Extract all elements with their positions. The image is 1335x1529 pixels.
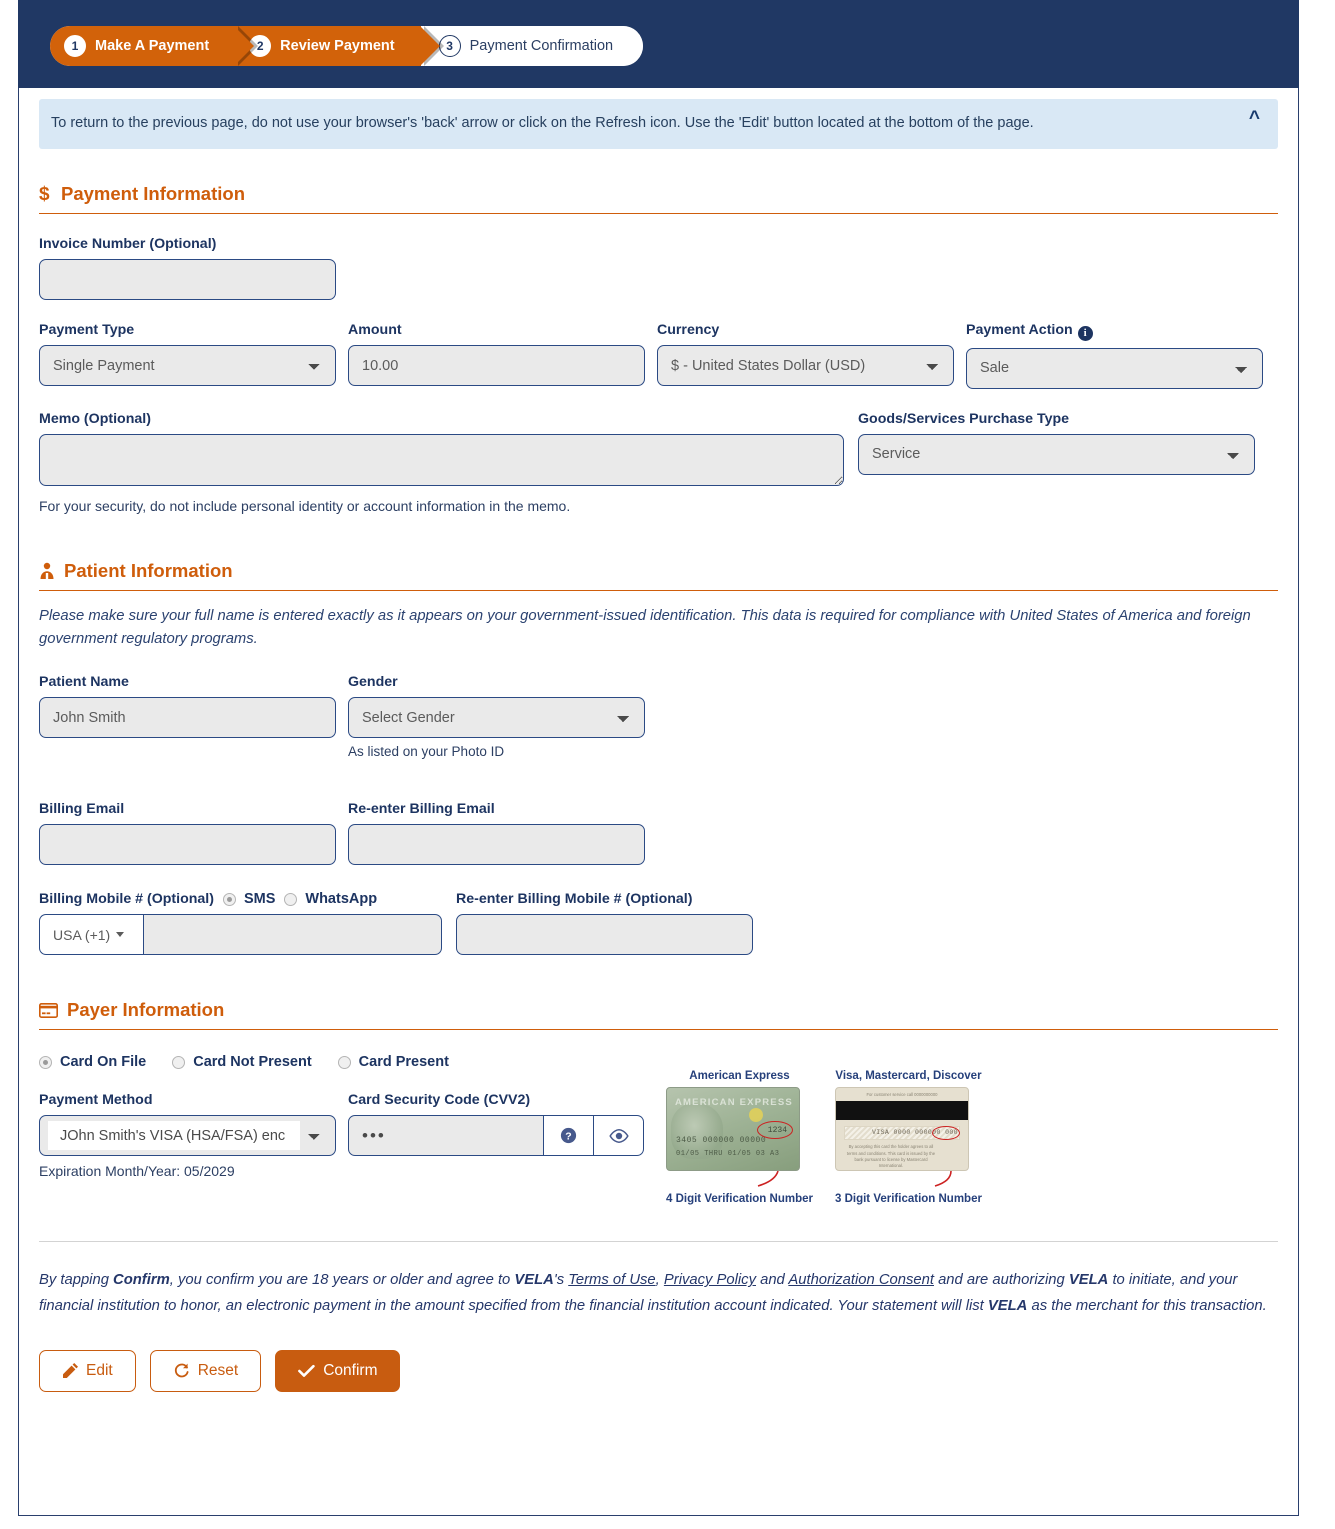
billing-email-field [39, 801, 336, 865]
legal-mid2: and are authorizing [933, 1272, 1069, 1289]
confirm-button[interactable] [275, 1350, 400, 1392]
amex-card-image [666, 1087, 800, 1171]
patient-information-title [39, 560, 1278, 591]
cvv-card-samples [666, 1070, 982, 1205]
payment-information-section [39, 183, 1278, 514]
invoice-number-label: Invoice Number (Optional) [39, 236, 217, 252]
step-number: 2 [249, 35, 271, 57]
gender-field [348, 674, 645, 759]
patient-name-label: Patient Name [39, 674, 129, 691]
visa-footer: 3 Digit Verification Number [834, 1193, 982, 1206]
reset-button-label: Reset [197, 1361, 239, 1379]
stepper [50, 26, 643, 66]
card-not-present-radio[interactable] [172, 1056, 185, 1069]
legal-suffix: as the merchant for this transaction. [1027, 1298, 1267, 1315]
legal-disclaimer [39, 1241, 1278, 1319]
step-number: 3 [439, 35, 461, 57]
action-buttons [39, 1350, 1278, 1392]
edit-button-label: Edit [86, 1361, 113, 1379]
amount-label: Amount [348, 322, 402, 338]
svg-text:$: $ [39, 184, 50, 204]
legal-vela-2: VELA [1068, 1272, 1109, 1289]
authorization-consent-link[interactable]: Authorization Consent [788, 1272, 934, 1289]
amex-chip [749, 1108, 763, 1122]
section-label: Payer Information [67, 999, 225, 1021]
sms-label: SMS [243, 891, 276, 908]
payment-action-select[interactable] [966, 348, 1263, 389]
chevron-up-icon[interactable]: ^ [1248, 108, 1260, 129]
card-not-present-label: Card Not Present [193, 1054, 312, 1071]
payment-information-title [39, 183, 1278, 214]
legal-vela-3: VELA [987, 1298, 1028, 1315]
payment-action-label: Payment Action i [966, 322, 1263, 341]
goods-services-label: Goods/Services Purchase Type [858, 410, 1070, 427]
billing-mobile-label: Billing Mobile # (Optional) [39, 891, 214, 908]
visa-pointer-line [835, 1171, 969, 1187]
edit-button[interactable] [39, 1350, 136, 1392]
card-present-radio[interactable] [338, 1056, 351, 1069]
page-content [18, 88, 1299, 1392]
caret-down-icon [116, 932, 124, 937]
visa-fine-print: By accepting this card the holder agrees to all terms and conditions. This card is issued by the bank pursuant to license by Mastercard International. [846, 1144, 936, 1169]
legal-mid1: , you confirm you are 18 years or older and agree to [169, 1272, 515, 1289]
check-icon [298, 1364, 315, 1378]
info-banner-text: To return to the previous page, do not use your browser's 'back' arrow or click on the Refresh icon. Use the 'Edit' button located at the bottom of the page. [51, 115, 1034, 131]
invoice-number-field [39, 236, 336, 300]
reenter-billing-email-field [348, 801, 645, 865]
gender-select[interactable] [348, 697, 645, 738]
step-label: Review Payment [280, 38, 395, 54]
legal-comma: , [655, 1272, 664, 1289]
cvv-field [348, 1092, 644, 1156]
billing-email-label: Billing Email [39, 801, 125, 818]
info-banner [39, 99, 1278, 149]
visa-card-sample [835, 1070, 982, 1205]
amex-footer: 4 Digit Verification Number [666, 1193, 813, 1206]
step-payment-confirmation[interactable] [421, 26, 643, 66]
edit-icon [62, 1363, 78, 1379]
payment-method-select[interactable] [39, 1115, 336, 1156]
billing-mobile-input[interactable] [143, 914, 442, 955]
reenter-billing-mobile-label: Re-enter Billing Mobile # (Optional) [456, 891, 693, 908]
goods-services-select[interactable] [858, 434, 1255, 475]
visa-magnetic-stripe [836, 1101, 968, 1120]
confirm-button-label: Confirm [323, 1361, 378, 1379]
legal-vela-1: VELA [514, 1272, 554, 1289]
payment-method-value: JOhn Smith's VISA (HSA/FSA) enc [48, 1121, 300, 1150]
legal-mid3: to initiate, and your financial institution to honor, an electronic payment in the amount specified from the financial institution account indicated. Your statement will list [39, 1272, 1238, 1315]
visa-caption: Visa, Mastercard, Discover [835, 1070, 982, 1083]
payment-method-label: Payment Method [39, 1092, 153, 1109]
reset-button[interactable] [150, 1350, 262, 1392]
step-number: 1 [64, 35, 86, 57]
card-present-option[interactable] [338, 1054, 449, 1070]
amex-caption: American Express [689, 1070, 790, 1083]
patient-name-input[interactable] [39, 697, 336, 738]
memo-field [39, 411, 844, 514]
eye-icon[interactable] [594, 1115, 644, 1156]
visa-card-image [835, 1087, 969, 1171]
memo-textarea[interactable] [39, 434, 844, 486]
currency-label: Currency [657, 322, 720, 338]
country-code-select[interactable] [39, 914, 143, 955]
sms-radio[interactable] [223, 893, 236, 906]
goods-services-field [858, 411, 1255, 514]
legal-confirm-word: Confirm [113, 1272, 170, 1289]
step-label: Payment Confirmation [469, 38, 614, 54]
card-on-file-option[interactable] [39, 1054, 146, 1070]
question-circle-icon[interactable] [544, 1115, 594, 1156]
card-expiration-text: Expiration Month/Year: 05/2029 [39, 1163, 235, 1180]
stepper-header [18, 0, 1299, 88]
billing-email-input[interactable] [39, 824, 336, 865]
card-present-label: Card Present [358, 1054, 449, 1071]
reenter-billing-mobile-input[interactable] [456, 914, 753, 955]
reenter-billing-email-label: Re-enter Billing Email [348, 801, 495, 818]
step-make-a-payment[interactable] [50, 26, 235, 66]
card-on-file-label: Card On File [60, 1054, 147, 1071]
amex-pointer-line [666, 1171, 800, 1187]
memo-hint: For your security, do not include personal identity or account information in the memo. [39, 497, 571, 514]
memo-label: Memo (Optional) [39, 410, 151, 427]
reenter-billing-mobile-field [456, 891, 753, 955]
country-code-label: USA (+1) [53, 926, 111, 943]
invoice-number-input[interactable] [39, 259, 336, 300]
currency-select[interactable] [657, 345, 954, 386]
whatsapp-radio-option[interactable] [284, 891, 377, 907]
svg-text:?: ? [565, 1130, 572, 1143]
amount-field [348, 322, 645, 389]
patient-information-section [39, 560, 1278, 956]
reenter-billing-email-input[interactable] [348, 824, 645, 865]
patient-icon [39, 562, 55, 580]
visa-top-text: For customer service call 0000000000 [866, 1092, 938, 1098]
currency-field [657, 322, 954, 389]
refresh-icon [173, 1362, 190, 1379]
card-presence-radio-group [39, 1054, 1278, 1070]
section-label: Patient Information [64, 559, 233, 581]
gender-hint: As listed on your Photo ID [348, 744, 505, 760]
legal-possessive: 's [553, 1272, 569, 1289]
card-not-present-option[interactable] [172, 1054, 311, 1070]
step-review-payment[interactable] [235, 26, 420, 66]
visa-signature-text: VISA 0000 000000 000 [871, 1129, 958, 1137]
credit-card-icon [39, 1003, 58, 1018]
patient-information-note: Please make sure your full name is entered exactly as it appears on your government-issued identification. This data is required for compliance with United States of America and foreign government regulatory programs. [39, 607, 1251, 648]
sms-radio-option[interactable] [223, 891, 275, 907]
dollar-sign-icon [39, 184, 52, 204]
legal-and: and [755, 1272, 789, 1289]
payer-information-section [39, 999, 1278, 1205]
whatsapp-radio[interactable] [284, 893, 297, 906]
payment-type-field [39, 322, 336, 389]
info-icon[interactable]: i [1078, 326, 1093, 341]
payer-information-title [39, 999, 1278, 1030]
terms-of-use-link[interactable]: Terms of Use [568, 1272, 656, 1289]
card-on-file-radio[interactable] [39, 1056, 52, 1069]
amount-input[interactable] [348, 345, 645, 386]
privacy-policy-link[interactable]: Privacy Policy [663, 1272, 756, 1289]
legal-prefix: By tapping [39, 1272, 114, 1289]
cvv-input[interactable] [348, 1115, 544, 1156]
payment-type-select[interactable] [39, 345, 336, 386]
amex-card-number: 3405 000000 00000 [676, 1136, 767, 1146]
patient-name-field [39, 674, 336, 759]
gender-label: Gender [348, 674, 398, 691]
payment-method-field [39, 1092, 336, 1179]
amex-brand-text: AMERICAN EXPRESS [675, 1097, 793, 1109]
section-label: Payment Information [61, 183, 245, 204]
cvv-label: Card Security Code (CVV2) [348, 1092, 531, 1109]
amex-card-dates: 01/05 THRU 01/05 03 A3 [676, 1150, 780, 1159]
amex-card-sample [666, 1070, 813, 1205]
step-label: Make A Payment [95, 38, 210, 54]
amex-cvv-digits: 1234 [767, 1126, 787, 1136]
payment-type-label: Payment Type [39, 322, 135, 338]
billing-mobile-field [39, 891, 442, 955]
payment-action-field [966, 322, 1263, 389]
whatsapp-label: WhatsApp [305, 891, 378, 908]
